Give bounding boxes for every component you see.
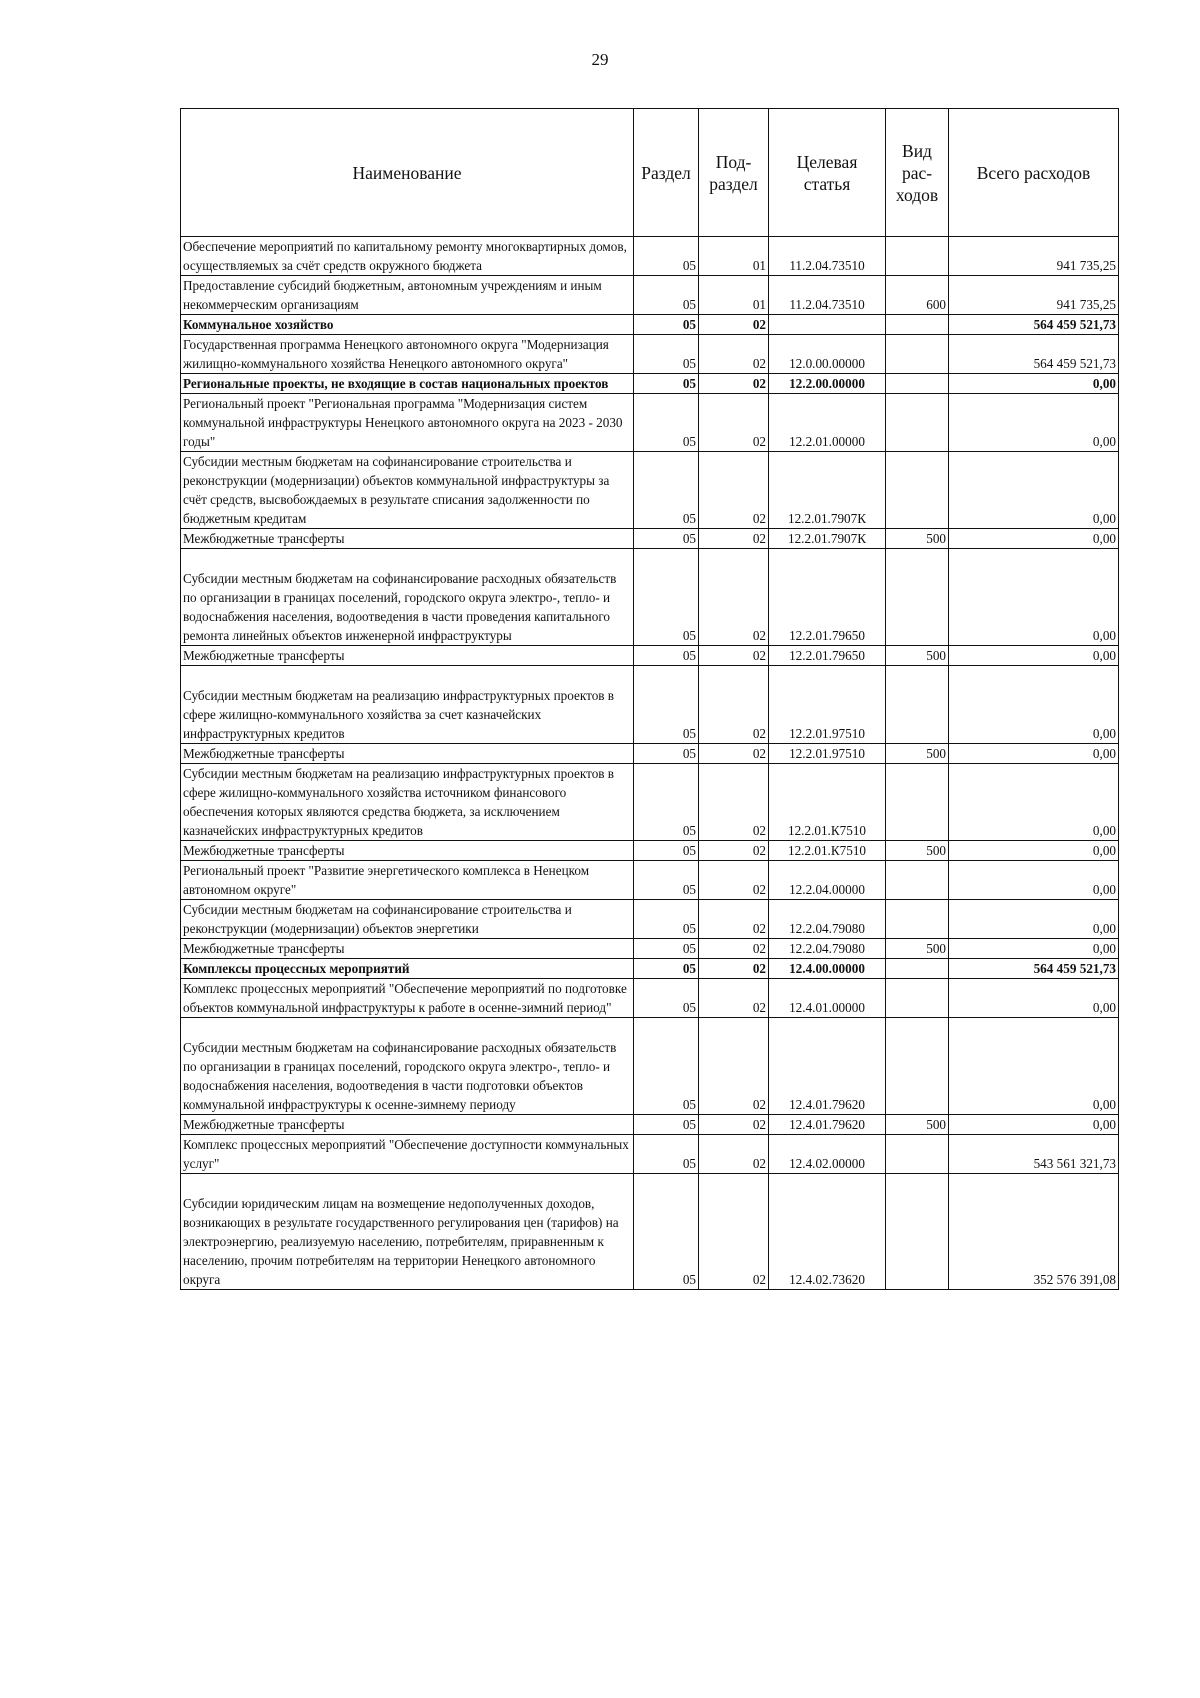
table-row: [181, 646, 1119, 666]
row-section: 05: [634, 764, 699, 841]
row-total: 0,00: [949, 549, 1119, 646]
header-section: Раздел: [634, 109, 699, 237]
header-subsection-line: Под-: [715, 151, 752, 172]
row-name: Субсидии местным бюджетам на софинансирование строительства и реконструкции (модернизации) объектов коммунальной инфраструктуры за счёт средств, высвобождаемых в результате списания задолженности по бюджетным кредитам: [181, 452, 634, 529]
row-section: 05: [634, 529, 699, 549]
row-total: 0,00: [949, 666, 1119, 744]
row-target-item: 12.4.00.00000: [769, 959, 886, 979]
row-subsection: 02: [699, 529, 769, 549]
row-total: 0,00: [949, 764, 1119, 841]
row-expense-type: [886, 452, 949, 529]
row-name: Комплекс процессных мероприятий "Обеспечение мероприятий по подготовке объектов коммунальной инфраструктуры к работе в осенне-зимний период": [181, 979, 634, 1018]
header-type-line: ходов: [895, 184, 939, 205]
row-subsection: 02: [699, 744, 769, 764]
table-row: [181, 764, 1119, 841]
row-name: Межбюджетные трансферты: [181, 1115, 634, 1135]
row-name: Межбюджетные трансферты: [181, 529, 634, 549]
row-name: Региональный проект "Развитие энергетического комплекса в Ненецком автономном округе": [181, 861, 634, 900]
table-row: [181, 452, 1119, 529]
row-target-item: 12.2.00.00000: [769, 374, 886, 394]
table-row: [181, 1115, 1119, 1135]
row-target-item: 12.2.04.79080: [769, 900, 886, 939]
row-expense-type: [886, 394, 949, 452]
row-total: 0,00: [949, 1115, 1119, 1135]
row-expense-type: [886, 764, 949, 841]
row-target-item: 12.2.01.7907К: [769, 452, 886, 529]
header-expense-type: [886, 109, 949, 237]
row-subsection: 02: [699, 959, 769, 979]
row-name: Коммунальное хозяйство: [181, 315, 634, 335]
row-expense-type: [886, 237, 949, 276]
row-expense-type: 600: [886, 276, 949, 315]
header-total: Всего расходов: [949, 109, 1119, 237]
row-expense-type: [886, 979, 949, 1018]
row-target-item: 12.2.01.К7510: [769, 764, 886, 841]
row-subsection: 02: [699, 1135, 769, 1174]
row-name: Комплекс процессных мероприятий "Обеспечение доступности коммунальных услуг": [181, 1135, 634, 1174]
row-expense-type: [886, 666, 949, 744]
row-section: 05: [634, 979, 699, 1018]
table-row: [181, 315, 1119, 335]
row-subsection: 02: [699, 841, 769, 861]
row-name: Субсидии местным бюджетам на софинансирование строительства и реконструкции (модернизации) объектов энергетики: [181, 900, 634, 939]
row-name: Межбюджетные трансферты: [181, 646, 634, 666]
row-total: 0,00: [949, 529, 1119, 549]
row-target-item: 11.2.04.73510: [769, 276, 886, 315]
row-total: 941 735,25: [949, 237, 1119, 276]
row-section: 05: [634, 861, 699, 900]
row-name: Региональный проект "Региональная программа "Модернизация систем коммунальной инфраструктуры Ненецкого автономного округа на 2023 - 2030 годы": [181, 394, 634, 452]
row-name: Региональные проекты, не входящие в состав национальных проектов: [181, 374, 634, 394]
budget-table: [180, 108, 1119, 1290]
table-row: [181, 1174, 1119, 1290]
table-header-row: [181, 109, 1119, 237]
row-expense-type: 500: [886, 744, 949, 764]
row-target-item: 12.2.01.К7510: [769, 841, 886, 861]
row-total: 941 735,25: [949, 276, 1119, 315]
row-section: 05: [634, 1018, 699, 1115]
row-expense-type: [886, 900, 949, 939]
row-subsection: 02: [699, 666, 769, 744]
row-target-item: 12.4.01.00000: [769, 979, 886, 1018]
row-section: 05: [634, 666, 699, 744]
row-subsection: 02: [699, 335, 769, 374]
table-row: [181, 959, 1119, 979]
row-section: 05: [634, 315, 699, 335]
table-row: [181, 335, 1119, 374]
row-subsection: 02: [699, 1018, 769, 1115]
row-total: 0,00: [949, 841, 1119, 861]
header-target-line: Целевая: [796, 151, 858, 172]
row-name: Межбюджетные трансферты: [181, 744, 634, 764]
row-section: 05: [634, 452, 699, 529]
row-section: 05: [634, 374, 699, 394]
row-target-item: 12.2.01.00000: [769, 394, 886, 452]
row-total: 352 576 391,08: [949, 1174, 1119, 1290]
row-section: 05: [634, 744, 699, 764]
table-row: [181, 394, 1119, 452]
row-name: Государственная программа Ненецкого автономного округа "Модернизация жилищно-коммунального хозяйства Ненецкого автономного округа": [181, 335, 634, 374]
row-section: 05: [634, 900, 699, 939]
table-row: [181, 237, 1119, 276]
row-target-item: 12.0.00.00000: [769, 335, 886, 374]
row-expense-type: 500: [886, 1115, 949, 1135]
row-subsection: 02: [699, 549, 769, 646]
row-target-item: 12.4.02.00000: [769, 1135, 886, 1174]
row-target-item: 12.2.01.97510: [769, 744, 886, 764]
row-section: 05: [634, 939, 699, 959]
table-body: [181, 237, 1119, 1290]
row-expense-type: 500: [886, 529, 949, 549]
table-row: [181, 900, 1119, 939]
row-name: Субсидии местным бюджетам на реализацию инфраструктурных проектов в сфере жилищно-коммунального хозяйства источником финансового обеспечения которых являются средства бюджета, за исключением казначейских инфраструктурных кредитов: [181, 764, 634, 841]
page-number: 29: [591, 50, 609, 69]
row-section: 05: [634, 276, 699, 315]
table-row: [181, 744, 1119, 764]
row-target-item: 12.2.04.00000: [769, 861, 886, 900]
row-target-item: 12.2.01.7907К: [769, 529, 886, 549]
header-subsection: [699, 109, 769, 237]
row-target-item: 12.4.01.79620: [769, 1018, 886, 1115]
row-subsection: 02: [699, 764, 769, 841]
table-row: [181, 1135, 1119, 1174]
table-row: [181, 979, 1119, 1018]
row-expense-type: 500: [886, 646, 949, 666]
row-total: 564 459 521,73: [949, 335, 1119, 374]
row-target-item: 12.2.01.79650: [769, 646, 886, 666]
row-expense-type: [886, 1174, 949, 1290]
row-expense-type: 500: [886, 841, 949, 861]
row-total: 543 561 321,73: [949, 1135, 1119, 1174]
row-name: Межбюджетные трансферты: [181, 939, 634, 959]
header-subsection-line: раздел: [709, 173, 758, 194]
row-subsection: 02: [699, 394, 769, 452]
row-expense-type: [886, 374, 949, 394]
row-total: 0,00: [949, 452, 1119, 529]
row-subsection: 02: [699, 374, 769, 394]
row-target-item: 12.2.01.79650: [769, 549, 886, 646]
row-section: 05: [634, 1135, 699, 1174]
row-subsection: 02: [699, 315, 769, 335]
row-total: 0,00: [949, 939, 1119, 959]
row-name: Обеспечение мероприятий по капитальному ремонту многоквартирных домов, осуществляемых за счёт средств окружного бюджета: [181, 237, 634, 276]
table-row: [181, 374, 1119, 394]
row-subsection: 02: [699, 939, 769, 959]
table-row: [181, 276, 1119, 315]
header-type-line: рас-: [901, 162, 933, 183]
row-expense-type: [886, 861, 949, 900]
row-section: 05: [634, 237, 699, 276]
row-section: 05: [634, 1115, 699, 1135]
row-expense-type: [886, 549, 949, 646]
row-total: 0,00: [949, 900, 1119, 939]
row-expense-type: [886, 1135, 949, 1174]
row-expense-type: [886, 1018, 949, 1115]
row-name: Межбюджетные трансферты: [181, 841, 634, 861]
row-name: Субсидии юридическим лицам на возмещение недополученных доходов, возникающих в результате государственного регулирования цен (тарифов) на электроэнергию, реализуемую населению, потребителям, приравненным к населению, прочим потребителям на территории Ненецкого автономного округа: [181, 1174, 634, 1290]
row-subsection: 01: [699, 237, 769, 276]
row-subsection: 02: [699, 900, 769, 939]
row-subsection: 02: [699, 1174, 769, 1290]
row-target-item: 12.2.04.79080: [769, 939, 886, 959]
row-subsection: 02: [699, 979, 769, 1018]
row-subsection: 02: [699, 452, 769, 529]
table-row: [181, 549, 1119, 646]
row-target-item: 12.2.01.97510: [769, 666, 886, 744]
row-name: Субсидии местным бюджетам на софинансирование расходных обязательств по организации в границах поселений, городского округа электро-, тепло- и водоснабжения населения, водоотведения в части подготовки объектов коммунальной инфраструктуры к осенне-зимнему периоду: [181, 1018, 634, 1115]
table-row: [181, 1018, 1119, 1115]
row-total: 0,00: [949, 744, 1119, 764]
row-subsection: 02: [699, 1115, 769, 1135]
row-total: 0,00: [949, 374, 1119, 394]
table-row: [181, 841, 1119, 861]
row-name: Субсидии местным бюджетам на реализацию инфраструктурных проектов в сфере жилищно-коммунального хозяйства за счет казначейских инфраструктурных кредитов: [181, 666, 634, 744]
row-name: Предоставление субсидий бюджетным, автономным учреждениям и иным некоммерческим организациям: [181, 276, 634, 315]
header-type-line: Вид: [902, 140, 932, 161]
row-section: 05: [634, 1174, 699, 1290]
row-section: 05: [634, 646, 699, 666]
row-subsection: 01: [699, 276, 769, 315]
row-total: 0,00: [949, 861, 1119, 900]
row-total: 564 459 521,73: [949, 315, 1119, 335]
header-target-item: [769, 109, 886, 237]
row-section: 05: [634, 549, 699, 646]
row-section: 05: [634, 959, 699, 979]
row-total: 0,00: [949, 394, 1119, 452]
row-section: 05: [634, 335, 699, 374]
row-expense-type: [886, 335, 949, 374]
row-section: 05: [634, 394, 699, 452]
table-row: [181, 666, 1119, 744]
row-total: 0,00: [949, 1018, 1119, 1115]
row-expense-type: 500: [886, 939, 949, 959]
row-total: 0,00: [949, 979, 1119, 1018]
row-target-item: 12.4.02.73620: [769, 1174, 886, 1290]
header-name: Наименование: [181, 109, 634, 237]
row-subsection: 02: [699, 646, 769, 666]
row-target-item: [769, 315, 886, 335]
row-target-item: 12.4.01.79620: [769, 1115, 886, 1135]
row-name: Комплексы процессных мероприятий: [181, 959, 634, 979]
row-expense-type: [886, 315, 949, 335]
row-total: 564 459 521,73: [949, 959, 1119, 979]
table-row: [181, 861, 1119, 900]
table-row: [181, 529, 1119, 549]
header-target-line: статья: [803, 173, 851, 194]
row-total: 0,00: [949, 646, 1119, 666]
table-row: [181, 939, 1119, 959]
row-subsection: 02: [699, 861, 769, 900]
row-name: Субсидии местным бюджетам на софинансирование расходных обязательств по организации в границах поселений, городского округа электро-, тепло- и водоснабжения населения, водоотведения в части проведения капитального ремонта линейных объектов инженерной инфраструктуры: [181, 549, 634, 646]
row-expense-type: [886, 959, 949, 979]
row-section: 05: [634, 841, 699, 861]
row-target-item: 11.2.04.73510: [769, 237, 886, 276]
